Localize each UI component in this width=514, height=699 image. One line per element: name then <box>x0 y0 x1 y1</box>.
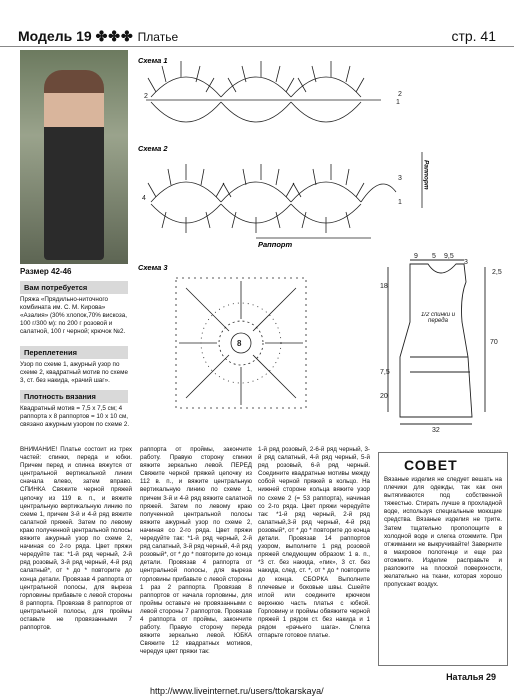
advice-text: Вязаные изделия не следует вешать на плечики для одежды, так как они вытягиваются под собственной тяжестью. Стирать лучше в прохладной воде, используя специальные моющие средства. Вязаные изделия не трите. Затем тщательно прополощите в холодной воде и слегка отожмите. При отжимании не выкручивайте! Заверните в махровое полотенце и еще раз отожмите. Изделие расправьте и разложите на плоской поверхности, желательно на ткани, которая хорошо пропускает воздух. <box>384 476 502 589</box>
dim-20: 20 <box>380 393 388 400</box>
source-url: http://www.liveinternet.ru/users/ttokarskaya/ <box>150 686 324 696</box>
scheme-1-label: Схема 1 <box>138 56 168 65</box>
magazine-name: Наталья 29 <box>446 672 496 682</box>
rapport-vertical <box>420 150 440 212</box>
crochet-schemes-1-2 <box>136 52 406 252</box>
dim-18: 18 <box>380 283 388 290</box>
svg-text:2: 2 <box>398 91 402 98</box>
scheme-2-label: Схема 2 <box>138 144 168 153</box>
dim-32: 32 <box>432 427 440 432</box>
model-photo <box>20 50 128 264</box>
dim-9-5: 9,5 <box>444 253 454 260</box>
svg-text:1: 1 <box>396 99 400 106</box>
svg-text:4: 4 <box>142 195 146 202</box>
pattern-note: 1/2 спинки и переда <box>420 312 456 324</box>
garment-type: Платье <box>137 30 179 44</box>
needed-heading: Вам потребуется <box>20 281 128 294</box>
svg-text:3: 3 <box>398 175 402 182</box>
dim-3: 3 <box>464 259 468 266</box>
page-number: стр. 41 <box>451 28 496 44</box>
svg-text:8: 8 <box>237 339 242 348</box>
density-heading: Плотность вязания <box>20 390 128 403</box>
scheme-3-label: Схема 3 <box>138 263 168 272</box>
pattern-heading: Переплетения <box>20 346 128 359</box>
model-name: Модель 19 <box>18 28 92 44</box>
dim-2-5: 2,5 <box>492 269 502 276</box>
dim-5: 5 <box>432 253 436 260</box>
difficulty-marks: ✤✤✤ <box>95 28 134 44</box>
svg-text:2: 2 <box>144 93 148 100</box>
model-title <box>18 28 178 45</box>
density-text: Квадратный мотив = 7,5 х 7,5 см; 4 раппорта х 8 раппортов = 10 х 10 см, связано ажурным узором по схеме 2. <box>20 405 130 428</box>
text-column-1: ВНИМАНИЕ! Платье состоит из трех частей: спинки, переда и юбки. Причем перед и спинка вяжутся от центральной вертикальной линии сначала влево, затем вправо. СПИНКА Свяжите черной пряжей цепочку из 119 в. п., и вяжите центральную вертикальную линию по схеме 1, причем 3-й и 4-й ряд вяжите салатной пряжей. Затем по левому краю полученной центральной полосы вяжите ажурный узор по схеме 2, начиная со 2-го ряда. Цвет пряжи чередуйте так: *1-й ряд черный, 2-й ряд розовый, 3-й ряд черный, 4-й ряд салатный*, от * до * повторите до конца детали. Провязав 4 раппорта от центральной полосы, для выреза горловины прибавьте с левой стороны 8 раппорта. Провязав 8 раппортов от центральной полосы, для проймы оставьте не провязанными 7 раппортов. <box>20 446 132 632</box>
dim-9: 9 <box>414 253 418 260</box>
rapport-label: Раппорт <box>258 240 293 249</box>
crochet-scheme-3 <box>136 258 376 438</box>
garment-pattern <box>380 252 510 432</box>
model-figure <box>44 70 104 260</box>
rapport-vertical-label: Раппорт <box>422 160 430 190</box>
pattern-text: Узор по схеме 1, ажурный узор по схеме 2, квадратный мотив по схеме 3, ст. без накида, «рачий шаг». <box>20 361 128 384</box>
text-column-3: 1-й ряд розовый, 2-6-й ряд черный, 3-й ряд салатный, 4-й ряд черный, 5-й ряд розовый, 6-й ряд черный. Соедините квадратные мотивы между собой черной пряжей в кольцо. На нижней стороне кольца вяжите узор по схеме 2 (= 53 раппорта), начиная со 2-го ряда. Цвет пряжи чередуйте так: *1-й ряд черный, 2-й ряд салатный,3-й ряд черный, 4-й ряд розовый*, от * до * повторите до конца детали. Провязав 14 раппортов узором, выполните 1 ряд розовой пряжей следующим образом: 1 в. п., *3 ст. без накида, «пик», 3 ст. без накида, след. ст. *, от * до * повторите до конца. СБОРКА Выполните плечевые и боковые швы. Сшейте иглой или соедините крючком верхнюю часть платья с юбкой. Горловину и проймы обвяжите черной пряжей 1 рядом ст. без накида и 1 рядом «рачьего шага». Слегка отпарьте готовое платье. <box>258 446 370 640</box>
advice-title: СОВЕТ <box>404 457 458 473</box>
size-label: Размер 42-46 <box>20 267 72 276</box>
footer <box>0 672 514 699</box>
needed-text: Пряжа «Прядильно-ниточного комбината им. С. М. Кирова» «Азалия» (30% хлопок,70% вискоза, 100 г/300 м): по 200 г розовой и салатной, 100 г черной; крючок №2. <box>20 296 127 335</box>
dim-7-5: 7,5 <box>380 369 390 376</box>
text-column-2: раппорта от проймы, закончите работу. Правую сторону спинки вяжите зеркально левой. ПЕРЕД Свяжите черной пряжей цепочку из 112 в. п., и вяжите центральную вертикальную линию по схеме 1, причем 3-й и 4-й ряд вяжите салатной пряжей. Затем по левому краю полученной центральной полосы вяжите ажурный узор по схеме 2, начиная со 2-го ряда. Цвет пряжи чередуйте так: *1-й ряд черный, 2-й ряд салатный, 3-й ряд черный, 4-й ряд розовый*, от * до * повторите до конца детали. Провязав 4 раппорта от центральной полосы, для выреза горловины прибавьте с левой стороны 1 раз 2 раппорта. Провязав 8 раппортов от начала горловины, для проймы оставьте не провязанными с левой стороны 7 раппортов. Провязав 4 раппорта от проймы, закончите работу. Правую сторону переда вяжите зеркально левой. ЮБКА Свяжите 12 квадратных мотивов, чередуя цвет пряжи так: <box>140 446 252 656</box>
page-header <box>0 0 514 47</box>
svg-text:1: 1 <box>398 199 402 206</box>
dim-70: 70 <box>490 339 498 346</box>
